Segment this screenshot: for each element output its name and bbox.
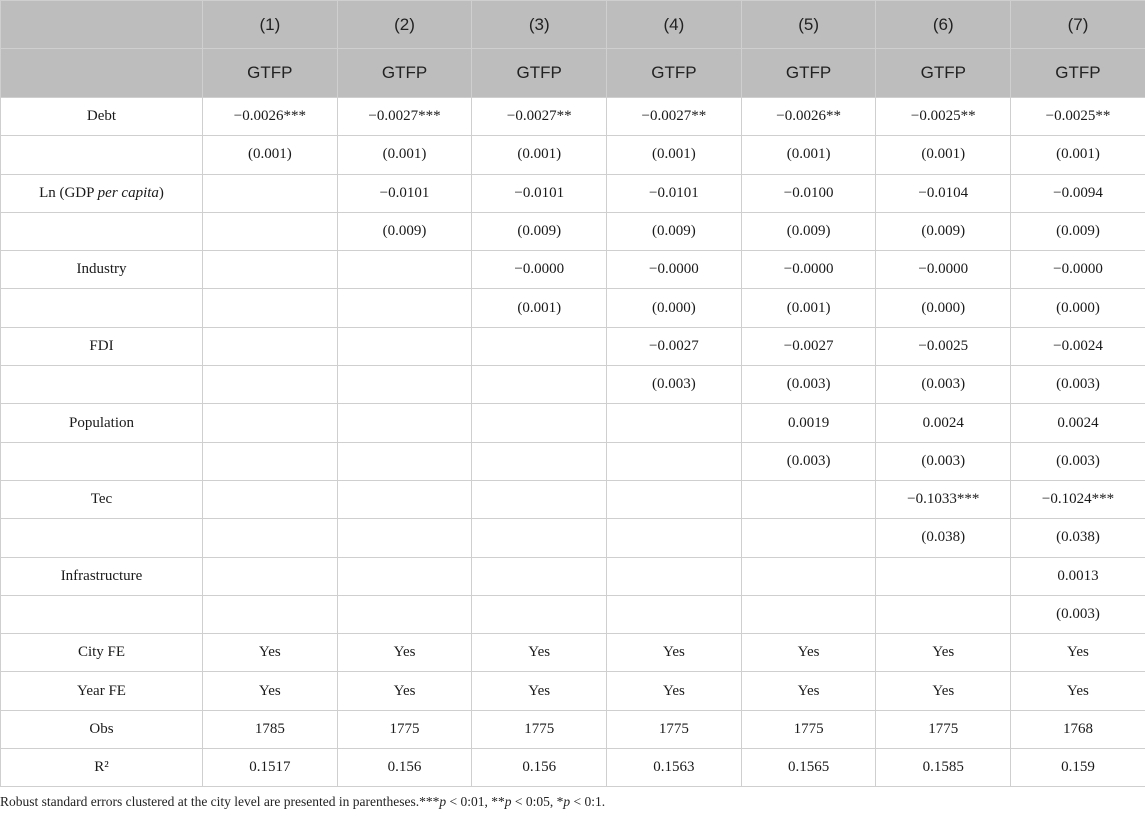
table-cell: (0.009) (337, 212, 472, 250)
table-cell (607, 595, 742, 633)
table-row (1, 557, 1145, 595)
row-label: Year FE (1, 672, 203, 710)
dependent-variable-label: GTFP (337, 49, 472, 98)
table-cell: (0.003) (1011, 366, 1145, 404)
table-footnote (0, 794, 605, 810)
table-cell: 1775 (607, 710, 742, 748)
table-cell: −0.0026*** (203, 98, 338, 136)
table-cell (203, 519, 338, 557)
table-cell: −0.0000 (472, 251, 607, 289)
table-cell: −0.0024 (1011, 327, 1145, 365)
row-label-italic-part: per capita (97, 184, 159, 201)
table-cell (203, 404, 338, 442)
header-row-column-numbers (1, 1, 1145, 49)
column-number: (4) (607, 1, 742, 49)
table-cell: (0.038) (1011, 519, 1145, 557)
table-cell: 1768 (1011, 710, 1145, 748)
table-cell (203, 366, 338, 404)
table-cell: 0.1565 (741, 749, 876, 787)
table-cell: (0.003) (1011, 595, 1145, 633)
table-cell: Yes (876, 634, 1011, 672)
table-row (1, 442, 1145, 480)
table-cell: −0.0000 (741, 251, 876, 289)
table-cell: (0.003) (1011, 442, 1145, 480)
table-cell (337, 327, 472, 365)
table-cell: Yes (607, 634, 742, 672)
footnote-italic-p: p (504, 794, 512, 809)
table-cell (337, 480, 472, 518)
footnote-text: < 0:1. (570, 794, 606, 809)
table-cell: 0.156 (337, 749, 472, 787)
table-cell: Yes (472, 634, 607, 672)
table-cell (203, 174, 338, 212)
table-cell: (0.009) (472, 212, 607, 250)
row-label: Obs (1, 710, 203, 748)
table-cell: −0.0027 (741, 327, 876, 365)
table-cell (337, 404, 472, 442)
table-cell: −0.0101 (337, 174, 472, 212)
table-cell: −0.0104 (876, 174, 1011, 212)
table-cell: (0.001) (741, 289, 876, 327)
table-row (1, 519, 1145, 557)
table-cell (472, 480, 607, 518)
table-row (1, 749, 1145, 787)
table-cell: −0.0000 (876, 251, 1011, 289)
table-cell (203, 289, 338, 327)
table-row (1, 136, 1145, 174)
header-corner-cell (1, 1, 203, 49)
table-cell: 0.156 (472, 749, 607, 787)
table-cell: 0.0019 (741, 404, 876, 442)
table-cell: 1775 (741, 710, 876, 748)
table-cell (876, 557, 1011, 595)
table-cell (203, 595, 338, 633)
footnote-italic-p: p (563, 794, 571, 809)
table-cell: Yes (203, 634, 338, 672)
table-cell: −0.0025** (1011, 98, 1145, 136)
table-cell: Yes (337, 634, 472, 672)
table-cell (337, 289, 472, 327)
table-cell: 0.0024 (1011, 404, 1145, 442)
row-label-part: Ln (GDP (39, 184, 98, 201)
row-label: City FE (1, 634, 203, 672)
table-cell: (0.003) (876, 366, 1011, 404)
column-number: (1) (203, 1, 338, 49)
table-cell: (0.009) (607, 212, 742, 250)
table-cell: (0.003) (741, 366, 876, 404)
table-cell (607, 404, 742, 442)
table-cell: (0.000) (1011, 289, 1145, 327)
row-label: Tec (1, 480, 203, 518)
row-label: FDI (1, 327, 203, 365)
table-cell (472, 442, 607, 480)
table-cell: (0.001) (876, 136, 1011, 174)
dependent-variable-label: GTFP (472, 49, 607, 98)
table-cell: (0.001) (1011, 136, 1145, 174)
table-cell: −0.0027** (472, 98, 607, 136)
column-number: (2) (337, 1, 472, 49)
table-cell (607, 557, 742, 595)
table-cell: (0.003) (607, 366, 742, 404)
table-cell (337, 442, 472, 480)
table-cell: 0.0024 (876, 404, 1011, 442)
table-cell (337, 366, 472, 404)
table-cell (607, 480, 742, 518)
table-row (1, 480, 1145, 518)
row-label (1, 174, 203, 212)
table-cell: (0.009) (1011, 212, 1145, 250)
table-cell: (0.001) (472, 289, 607, 327)
table-cell (607, 442, 742, 480)
table-cell: 0.1563 (607, 749, 742, 787)
table-cell: −0.0027 (607, 327, 742, 365)
table-cell (203, 327, 338, 365)
table-cell: −0.0027** (607, 98, 742, 136)
table-cell: −0.0000 (607, 251, 742, 289)
table-cell (337, 595, 472, 633)
table-cell: 1785 (203, 710, 338, 748)
table-cell: 1775 (472, 710, 607, 748)
footnote-text: Robust standard errors clustered at the city level are presented in parentheses.*** (0, 794, 440, 809)
table-cell: Yes (1011, 634, 1145, 672)
table-cell: −0.0101 (472, 174, 607, 212)
row-label: Infrastructure (1, 557, 203, 595)
table-cell: Yes (472, 672, 607, 710)
header-corner-cell (1, 49, 203, 98)
row-label (1, 136, 203, 174)
table-cell: Yes (741, 634, 876, 672)
table-row (1, 404, 1145, 442)
table-cell (472, 519, 607, 557)
table-cell: (0.001) (472, 136, 607, 174)
row-label: Debt (1, 98, 203, 136)
footnote-italic-p: p (439, 794, 447, 809)
table-cell: (0.003) (741, 442, 876, 480)
table-cell: 1775 (876, 710, 1011, 748)
table-cell: Yes (203, 672, 338, 710)
table-cell: (0.001) (337, 136, 472, 174)
table-cell: −0.0025** (876, 98, 1011, 136)
table-cell (337, 251, 472, 289)
row-label: R² (1, 749, 203, 787)
table-cell: −0.0094 (1011, 174, 1145, 212)
table-cell (741, 480, 876, 518)
table-cell (741, 595, 876, 633)
table-cell: (0.038) (876, 519, 1011, 557)
table-cell (741, 519, 876, 557)
row-label (1, 595, 203, 633)
table-cell (472, 595, 607, 633)
table-row (1, 634, 1145, 672)
table-cell (472, 366, 607, 404)
table-cell: (0.000) (607, 289, 742, 327)
table-cell: (0.001) (741, 136, 876, 174)
table-cell (203, 212, 338, 250)
table-cell (607, 519, 742, 557)
column-number: (7) (1011, 1, 1145, 49)
table-cell: −0.1033*** (876, 480, 1011, 518)
table-row (1, 366, 1145, 404)
table-row (1, 212, 1145, 250)
footnote-text: < 0:01, ** (446, 794, 505, 809)
table-cell (203, 557, 338, 595)
table-cell: 0.1517 (203, 749, 338, 787)
column-number: (6) (876, 1, 1011, 49)
dependent-variable-label: GTFP (876, 49, 1011, 98)
table-cell (203, 251, 338, 289)
table-cell: 0.0013 (1011, 557, 1145, 595)
table-cell (203, 480, 338, 518)
dependent-variable-label: GTFP (741, 49, 876, 98)
dependent-variable-label: GTFP (1011, 49, 1145, 98)
table-cell: (0.009) (741, 212, 876, 250)
table-row (1, 672, 1145, 710)
table-row (1, 595, 1145, 633)
table-cell: (0.001) (607, 136, 742, 174)
table-cell (337, 519, 472, 557)
row-label (1, 212, 203, 250)
table-row (1, 327, 1145, 365)
table-cell (337, 557, 472, 595)
row-label (1, 519, 203, 557)
table-row (1, 251, 1145, 289)
table-cell: (0.009) (876, 212, 1011, 250)
table-cell: (0.000) (876, 289, 1011, 327)
table-cell (472, 327, 607, 365)
table-cell: −0.0025 (876, 327, 1011, 365)
dependent-variable-label: GTFP (203, 49, 338, 98)
table-cell: −0.0027*** (337, 98, 472, 136)
table-row (1, 98, 1145, 136)
table-cell: 1775 (337, 710, 472, 748)
table-cell: Yes (337, 672, 472, 710)
column-number: (5) (741, 1, 876, 49)
table-cell: Yes (741, 672, 876, 710)
header-row-dependent-variable (1, 49, 1145, 98)
table-cell: −0.0026** (741, 98, 876, 136)
row-label (1, 366, 203, 404)
table-body (1, 98, 1145, 787)
table-cell (876, 595, 1011, 633)
table-row (1, 174, 1145, 212)
table-cell: −0.1024*** (1011, 480, 1145, 518)
footnote-text: < 0:05, * (511, 794, 564, 809)
table-cell: Yes (876, 672, 1011, 710)
row-label: Population (1, 404, 203, 442)
table-cell (203, 442, 338, 480)
row-label (1, 442, 203, 480)
table-row (1, 289, 1145, 327)
table-cell: (0.001) (203, 136, 338, 174)
table-cell: −0.0000 (1011, 251, 1145, 289)
table-cell: Yes (607, 672, 742, 710)
table-cell: −0.0100 (741, 174, 876, 212)
dependent-variable-label: GTFP (607, 49, 742, 98)
row-label-part: ) (158, 184, 164, 201)
table-cell: Yes (1011, 672, 1145, 710)
row-label: Industry (1, 251, 203, 289)
row-label (1, 289, 203, 327)
table-cell: (0.003) (876, 442, 1011, 480)
table-cell: 0.1585 (876, 749, 1011, 787)
table-cell: 0.159 (1011, 749, 1145, 787)
table-cell: −0.0101 (607, 174, 742, 212)
table-cell (741, 557, 876, 595)
column-number: (3) (472, 1, 607, 49)
table-cell (472, 557, 607, 595)
table-cell (472, 404, 607, 442)
table-row (1, 710, 1145, 748)
